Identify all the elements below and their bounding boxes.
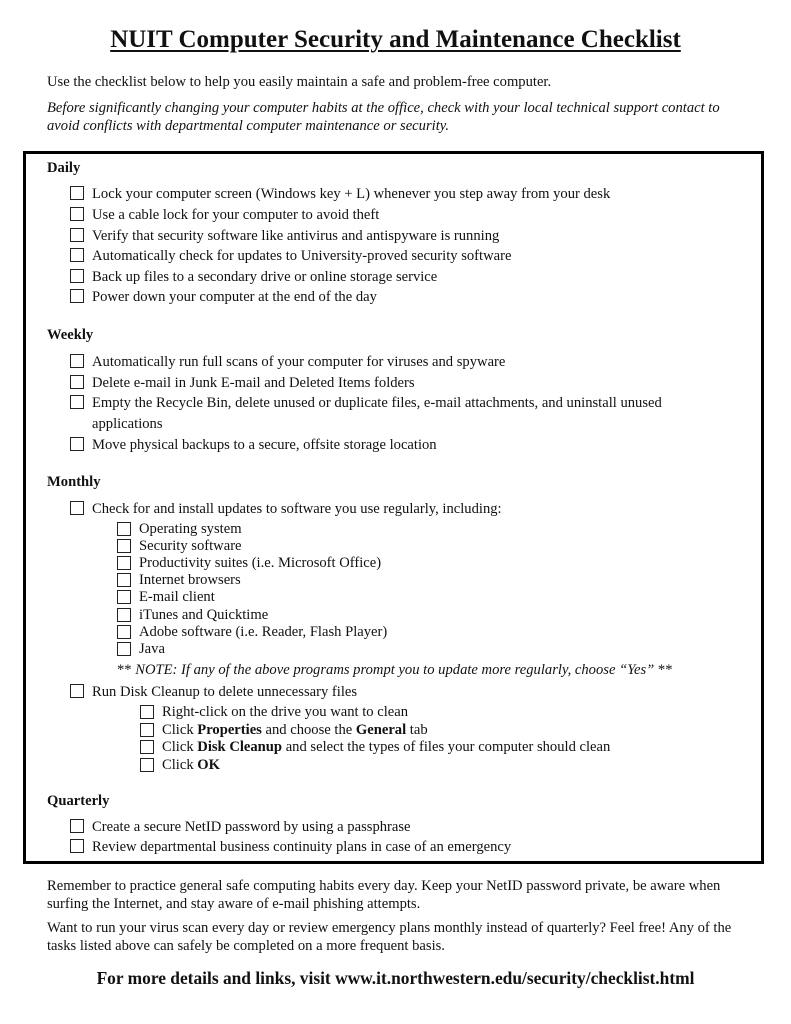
item-label: Adobe software (i.e. Reader, Flash Player) [139, 624, 388, 640]
checkbox[interactable] [117, 608, 131, 622]
checklist-item[interactable] [70, 205, 379, 226]
item-label: Security software [139, 538, 242, 554]
checkbox[interactable] [140, 758, 154, 772]
checklist-item[interactable] [70, 246, 511, 267]
checkbox[interactable] [140, 705, 154, 719]
item-label: Run Disk Cleanup to delete unnecessary files [92, 684, 358, 700]
checkbox[interactable] [117, 522, 131, 536]
item-label: Click Properties and choose the General tab [162, 722, 428, 738]
sub-checklist-item[interactable] [140, 757, 220, 774]
sub-checklist-item[interactable] [140, 704, 408, 721]
page-title: NUIT Computer Security and Maintenance Checklist [110, 26, 681, 53]
section-heading-monthly: Monthly [47, 474, 101, 490]
checklist-item[interactable] [70, 267, 437, 288]
checkbox[interactable] [70, 248, 84, 262]
checkbox[interactable] [117, 642, 131, 656]
frequency-paragraph: Want to run your virus scan every day or review emergency plans monthly instead of quarterly? Feel free! Any of the tasks listed above can safely be completed on a more frequent basis. [47, 920, 732, 954]
checklist-item[interactable] [70, 226, 499, 247]
sub-checklist-item[interactable] [117, 624, 387, 641]
checkbox[interactable] [70, 437, 84, 451]
section-heading-quarterly: Quarterly [47, 793, 110, 809]
item-label: Java [139, 641, 165, 657]
checkbox[interactable] [70, 375, 84, 389]
checklist-item[interactable] [70, 373, 415, 394]
sub-checklist-item[interactable] [117, 538, 242, 555]
sub-checklist-item[interactable] [117, 641, 165, 658]
section-heading-daily: Daily [47, 160, 81, 176]
sub-checklist-item[interactable] [117, 589, 215, 606]
sub-checklist-item[interactable] [140, 739, 610, 756]
item-label: Lock your computer screen (Windows key + L) whenever you step away from your desk [92, 186, 611, 202]
footer-link-text: For more details and links, visit www.it.northwestern.edu/security/checklist.html [96, 968, 695, 988]
item-label: Review departmental business continuity plans in case of an emergency [92, 839, 512, 855]
sub-checklist-item[interactable] [117, 521, 242, 538]
checklist-item-disk-cleanup[interactable] [70, 682, 357, 703]
item-label: Verify that security software like antivirus and antispyware is running [92, 228, 500, 244]
update-note: ** NOTE: If any of the above programs prompt you to update more regularly, choose “Yes” ** [117, 662, 673, 678]
sub-checklist-item[interactable] [117, 607, 268, 624]
checklist-item[interactable] [70, 287, 377, 308]
item-label: E-mail client [139, 589, 215, 605]
item-label: Internet browsers [139, 572, 241, 588]
checklist-item[interactable] [70, 817, 411, 838]
checkbox[interactable] [70, 354, 84, 368]
checkbox[interactable] [70, 819, 84, 833]
checkbox[interactable] [70, 289, 84, 303]
checkbox[interactable] [117, 539, 131, 553]
item-label: Automatically check for updates to University-proved security software [92, 248, 512, 264]
checklist-item[interactable] [70, 435, 437, 456]
section-heading-weekly: Weekly [47, 327, 94, 343]
item-label: Delete e-mail in Junk E-mail and Deleted Items folders [92, 375, 415, 391]
checkbox[interactable] [70, 269, 84, 283]
item-label: Click OK [162, 757, 220, 773]
checklist-item[interactable] [70, 352, 505, 373]
item-label: Power down your computer at the end of the day [92, 289, 377, 305]
item-label: Productivity suites (i.e. Microsoft Office) [139, 555, 382, 571]
checklist-item[interactable] [70, 184, 610, 205]
sub-checklist-item[interactable] [140, 722, 428, 739]
item-label: iTunes and Quicktime [139, 607, 269, 623]
checkbox[interactable] [70, 186, 84, 200]
checkbox[interactable] [140, 723, 154, 737]
checklist-item[interactable] [70, 837, 511, 858]
item-label: Click Disk Cleanup and select the types of files your computer should clean [162, 739, 611, 755]
item-label: Right-click on the drive you want to clean [162, 704, 408, 720]
checkbox[interactable] [117, 590, 131, 604]
checkbox[interactable] [140, 740, 154, 754]
reminder-paragraph: Remember to practice general safe computing habits every day. Keep your NetID password private, be aware when surfing the Internet, and stay aware of e-mail phishing attempts. [47, 878, 721, 912]
checkbox[interactable] [117, 556, 131, 570]
checkbox[interactable] [70, 684, 84, 698]
item-label: Back up files to a secondary drive or online storage service [92, 269, 438, 285]
item-label: Automatically run full scans of your computer for viruses and spyware [92, 354, 506, 370]
intro-text: Use the checklist below to help you easily maintain a safe and problem-free computer. [47, 74, 552, 90]
item-label: Check for and install updates to software you use regularly, including: [92, 501, 502, 517]
checklist-item[interactable] [70, 393, 730, 434]
checkbox[interactable] [117, 573, 131, 587]
item-label: Empty the Recycle Bin, delete unused or duplicate files, e-mail attachments, and uninstall unused applications [92, 395, 662, 432]
checkbox[interactable] [70, 207, 84, 221]
item-label: Use a cable lock for your computer to avoid theft [92, 207, 380, 223]
checkbox[interactable] [70, 501, 84, 515]
checkbox[interactable] [70, 395, 84, 409]
checklist-item-updates[interactable] [70, 499, 502, 520]
sub-checklist-item[interactable] [117, 572, 241, 589]
item-label: Operating system [139, 521, 242, 537]
intro-caution-text: Before significantly changing your computer habits at the office, check with your local technical support contact to avoid conflicts with departmental computer maintenance or security. [47, 100, 720, 134]
checkbox[interactable] [70, 839, 84, 853]
sub-checklist-item[interactable] [117, 555, 381, 572]
checkbox[interactable] [117, 625, 131, 639]
checkbox[interactable] [70, 228, 84, 242]
item-label: Move physical backups to a secure, offsite storage location [92, 437, 437, 453]
item-label: Create a secure NetID password by using a passphrase [92, 819, 411, 835]
